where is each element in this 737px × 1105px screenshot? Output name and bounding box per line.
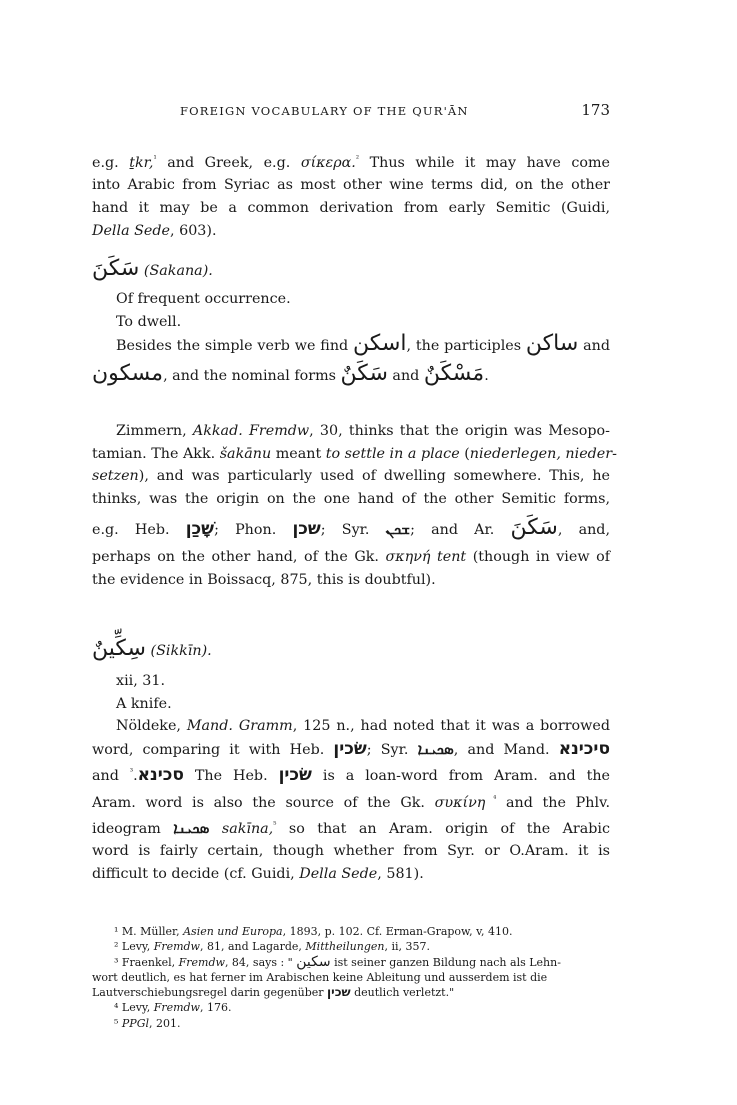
- occurrence-note: Of frequent occurrence.: [116, 291, 291, 307]
- footnote-3: ³ Fraenkel, Fremdw, 84, says : " سكين ist seiner ganzen Bildung nach als Lehn-: [114, 953, 561, 970]
- text-line: perhaps on the other hand, of the Gk. σκηνή tent (though in view of: [92, 549, 610, 566]
- footnote-5: ⁵ PPGl, 201.: [114, 1016, 181, 1030]
- footnote-3-cont: wort deutlich, es hat ferner im Arabischen keine Ableitung und ausserdem ist die: [92, 970, 548, 984]
- text-line: thinks, was the origin on the one hand of the other Semitic forms,: [92, 490, 610, 507]
- text-line: word is fairly certain, though whether from Syr. or O.Aram. it is: [92, 843, 610, 860]
- arabic-headword: سِكِّينٌ: [92, 636, 146, 661]
- page-number: 173: [581, 101, 610, 119]
- entry-sakana: [92, 258, 610, 395]
- text-line: Zimmern, Akkad. Fremdw, 30, thinks that the origin was Mesopo-: [116, 423, 610, 439]
- text-line: مسكون, and the nominal forms سَكَنٌ and مَسْكَنٌ.: [92, 361, 489, 387]
- footnotes: [92, 924, 610, 1031]
- entry-sikkin: [92, 638, 610, 886]
- arabic-headword: سَكَنَ: [92, 256, 140, 281]
- running-title: FOREIGN VOCABULARY OF THE QUR'ĀN: [180, 104, 469, 118]
- text-line: e.g. ṯkr,$^{^1}$ and Greek, e.g. σίκερα.$^{^2}$ Thus while it may have come: [92, 154, 611, 171]
- text-line: Nöldeke, Mand. Gramm, 125 n., had noted that it was a borrowed: [116, 718, 610, 735]
- entry-headword: [92, 258, 610, 288]
- text-line: into Arabic from Syriac as most other wine terms did, on the other: [92, 177, 610, 194]
- text-line: e.g. Heb. שָׁכַן; Phon. שכן; Syr. ܫܟܢ; and Ar. سَكَنَ, and,: [92, 515, 611, 541]
- footnote-3-cont: Lautverschiebungsregel darin gegenüber שכין deutlich verletzt.": [92, 985, 455, 1000]
- paragraph-wine-terms: [92, 148, 610, 242]
- text-line: and סכינא.$^{^3}$ The Heb. שׂכין is a loan-word from Aram. and the: [92, 765, 610, 786]
- text-line: Aram. word is also the source of the Gk. συκίνη $^{^4}$ and the Phlv.: [92, 793, 610, 811]
- transliteration: (Sakana).: [143, 263, 213, 279]
- entry-headword: [92, 638, 610, 670]
- footnote-1: ¹ M. Müller, Asien und Europa, 1893, p. 102. Cf. Erman-Grapow, v, 410.: [114, 925, 513, 938]
- transliteration: (Sikkīn).: [150, 643, 212, 659]
- meaning: A knife.: [116, 695, 172, 712]
- paragraph-zimmern: [92, 420, 617, 592]
- text-line: difficult to decide (cf. Guidi, Della Sede, 581).: [92, 866, 424, 883]
- text-line: hand it may be a common derivation from early Semitic (Guidi,: [92, 199, 610, 216]
- footnote-4: ⁴ Levy, Fremdw, 176.: [114, 1001, 232, 1015]
- meaning: To dwell.: [116, 313, 182, 330]
- text-line: word, comparing it with Heb. שׂכין; Syr. ܣܟܝܢܐ, and Mand. סיכינא: [92, 738, 610, 759]
- text-line: Besides the simple verb we find اسكن, the participles ساكن and: [116, 331, 610, 357]
- text-line: Della Sede, 603).: [92, 222, 217, 239]
- text-line: tamian. The Akk. šakānu meant to settle in a place (niederlegen, nieder-: [92, 445, 617, 462]
- text-line: ideogram ܣܟܝܢܐ sakīna,$^{^5}$ so that an Aram. origin of the Arabic: [92, 818, 611, 837]
- footnote-2: ² Levy, Fremdw, 81, and Lagarde, Mittheilungen, ii, 357.: [114, 940, 430, 954]
- sura-reference: xii, 31.: [116, 673, 166, 689]
- text-line: setzen), and was particularly used of dwelling somewhere. This, he: [92, 468, 610, 485]
- text-line: the evidence in Boissacq, 875, this is doubtful).: [92, 571, 436, 588]
